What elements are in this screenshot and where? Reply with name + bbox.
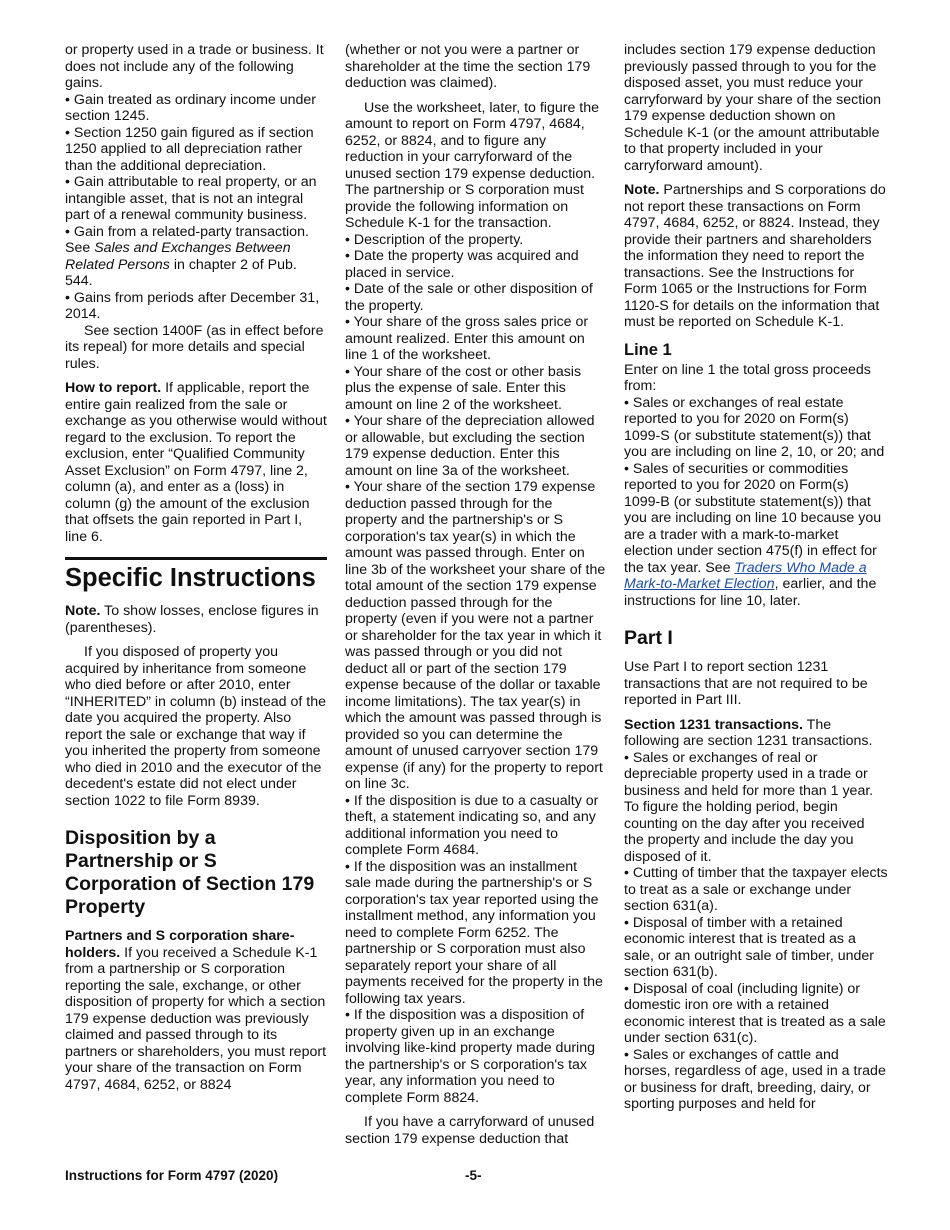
paragraph: If you have a carryforward of unused section 179 expense deduction that — [345, 1114, 595, 1147]
bullet-item: • Your share of the gross sales price or amount realized. Enter this amount on line 1 of the worksheet. — [345, 314, 589, 363]
bullet-item: • Your share of the cost or other basis plus the expense of sale. Enter this amount on line 2 of the worksheet. — [345, 363, 582, 413]
bullet-item: • Your share of the depreciation allowed or allowable, but excluding the section 179 expense deduction. Enter this amount on line 3a of the worksheet. — [345, 413, 595, 479]
page-number: -5- — [465, 1168, 482, 1183]
paragraph: If you disposed of property you acquired by inheritance from someone who died before or after 2010, enter “INHERITED” in column (b) instead of the date you acquired the property. Also report the sale or exchange that way if you inherited the property from someone who died in 2010 and the executor of the decedent's estate did not elect under section 1022 to file Form 8939. — [65, 644, 326, 809]
paragraph: or property used in a trade or business. It does not include any of the following gains. — [65, 42, 324, 91]
bullet-item: • Your share of the section 179 expense deduction passed through for the property and the partnership's or S corporation's tax year(s) in which the amount was passed through. Enter on line 3b of the worksheet your share of the total amount of the section 179 expense deduction passed through for the property (even if you were not a partner or shareholder for the tax year in which it was passed through or you did not deduct all or part of the section 179 expense because of the dollar or taxable income limitations). The tax year(s) in which the amount was passed through is provided so you can determine the amount of unused carryover section 179 expense (if any) for the property to report on line 3c. — [345, 479, 606, 792]
bullet-item: • Date the property was acquired and placed in service. — [345, 248, 579, 281]
bullet-item: • Sales or exchanges of real estate reported to you for 2020 on Form(s) 1099-S (or substitute statement(s)) that you are including on line 2, 10, or 20; and — [624, 394, 885, 460]
bullet-item: • Gain from a related-party transaction. See Sales and Exchanges Between Related Persons in chapter 2 of Pub. 544. — [65, 223, 309, 289]
bullet-item: • Gain attributable to real property, or an intangible asset, that is not an integral part of a renewal community business. — [65, 174, 317, 223]
paragraph: (whether or not you were a partner or shareholder at the time the section 179 deduction was claimed). — [345, 42, 591, 91]
bullet-item: • Description of the property. — [345, 231, 524, 248]
footer-title: Instructions for Form 4797 (2020) — [65, 1168, 279, 1183]
paragraph: Enter on line 1 the total gross proceeds from: — [624, 361, 871, 394]
bullet-item: • Disposal of coal (including lignite) or domestic iron ore with a retained economic interest that is treated as a sale under section 631(c). — [624, 980, 886, 1046]
column-2 — [345, 42, 607, 1147]
bullet-item: • Cutting of timber that the taxpayer elects to treat as a sale or exchange under section 631(a). — [624, 865, 888, 914]
note-paragraph: Note. Partnerships and S corporations do not report these transactions on Form 4797, 4684, 6252, or 8824. Instead, they provide their partners and shareholders the information they need to report the transactions. See the Instructions for Form 1065 or the Instructions for Form 1120-S for details on the information that must be reported on Schedule K-1. — [624, 182, 886, 330]
bullet-item: • If the disposition was an installment sale made during the partnership's or S corporation's tax year reported using the installment method, any information you need to complete Form 6252. The partnership or S corporation must also separately report your share of all payments received for the property in the following tax years. — [345, 858, 603, 1007]
bullet-item: • Gain treated as ordinary income under section 1245. — [65, 91, 317, 124]
section-rule — [65, 557, 327, 560]
bullet-item: • If the disposition is due to a casualty or theft, a statement indicating so, and any additional information you need to complete Form 4684. — [345, 792, 599, 858]
bullet-item: • Section 1250 gain figured as if section 1250 applied to all depreciation rather than the additional depreciation. — [65, 124, 314, 174]
bullet-item: • Date of the sale or other disposition of the property. — [345, 281, 593, 314]
column-1 — [65, 42, 327, 1093]
pub-reference: Sales and Exchanges Between Related Persons — [65, 240, 291, 273]
bullet-item: • Sales or exchanges of real or depreciable property used in a trade or business and held for more than 1 year. To figure the holding period, begin counting on the day after you received the property and include the day you disposed of it. — [624, 749, 874, 865]
column-3 — [624, 42, 888, 1113]
run-in-heading: Note. — [65, 603, 101, 619]
paragraph: See section 1400F (as in effect before its repeal) for more details and special rules. — [65, 322, 324, 372]
bullet-item: • Sales or exchanges of cattle and horses, regardless of age, used in a trade or business for draft, breeding, dairy, or sporting purposes and held for — [624, 1046, 886, 1112]
bullet-item: • Gains from periods after December 31, 2014. — [65, 289, 320, 322]
section-heading-disposition: Disposition by a Partnership or S Corporation of Section 179 Property — [65, 827, 315, 918]
section-heading-part-1: Part I — [624, 627, 673, 649]
paragraph: includes section 179 expense deduction previously passed through to you for the disposed asset, you must reduce your carryforward by your share of the section 179 expense deduction shown on Schedule K-1 (or the amount attributable to that property included in your carryforward amount). — [624, 42, 882, 174]
note-paragraph: Note. To show losses, enclose figures in (parentheses). — [65, 603, 319, 636]
bullet-item: • If the disposition was a disposition of property given up in an exchange involving like-kind property made during the partnership's or S corporation's tax year, any information you need to complete Form 8824. — [345, 1007, 595, 1106]
section-heading-specific-instructions: Specific Instructions — [65, 564, 316, 592]
how-to-report-paragraph: How to report. If applicable, report the entire gain realized from the sale or exchange as you otherwise would without regard to the exclusion. To report the exclusion, enter “Qualified Community Asset Exclusion” on Form 4797, line 2, column (a), and enter as a (loss) in column (g) the amount of the exclusion that offsets the gain reported in Part I, line 6. — [65, 380, 327, 545]
paragraph: Use Part I to report section 1231 transactions that are not required to be reported in Part III. — [624, 659, 868, 708]
bullet-item: • Sales of securities or commodities reported to you for 2020 on Form(s) 1099-B (or substitute statement(s)) that you are including on line 10 because you are a trader with a mark-to-market election under section 475(f) in effect for the tax year. See Traders Who Made a Mark-to-Market Election, earlier, and the instructions for line 10, later. — [624, 460, 882, 609]
run-in-heading: Partners and S corporation share-holders. — [65, 928, 295, 961]
run-in-heading: How to report. — [65, 380, 162, 396]
run-in-heading: Section 1231 transactions. — [624, 716, 803, 733]
section-heading-line-1: Line 1 — [624, 340, 672, 359]
section-1231-paragraph: Section 1231 transactions. The following are section 1231 transactions. — [624, 716, 873, 749]
paragraph: Use the worksheet, later, to figure the amount to report on Form 4797, 4684, 6252, or 8824, and to figure any reduction in your carryforward of the unused section 179 expense deduction. The partnership or S corporation must provide the following information on Schedule K-1 for the transaction. — [345, 99, 600, 231]
traders-mark-to-market-link[interactable]: Traders Who Made a Mark-to-Market Election — [624, 559, 867, 592]
partners-paragraph: Partners and S corporation share-holders. If you received a Schedule K-1 from a partnership or S corporation reporting the sale, exchange, or other disposition of property for which a section 179 expense deduction was previously claimed and passed through to its partners or shareholders, you must report your share of the transaction on Form 4797, 4684, 6252, or 8824 — [65, 928, 327, 1093]
bullet-item: • Disposal of timber with a retained economic interest that is treated as a sale, or an outright sale of timber, under section 631(b). — [624, 914, 874, 980]
run-in-heading: Note. — [624, 182, 660, 198]
